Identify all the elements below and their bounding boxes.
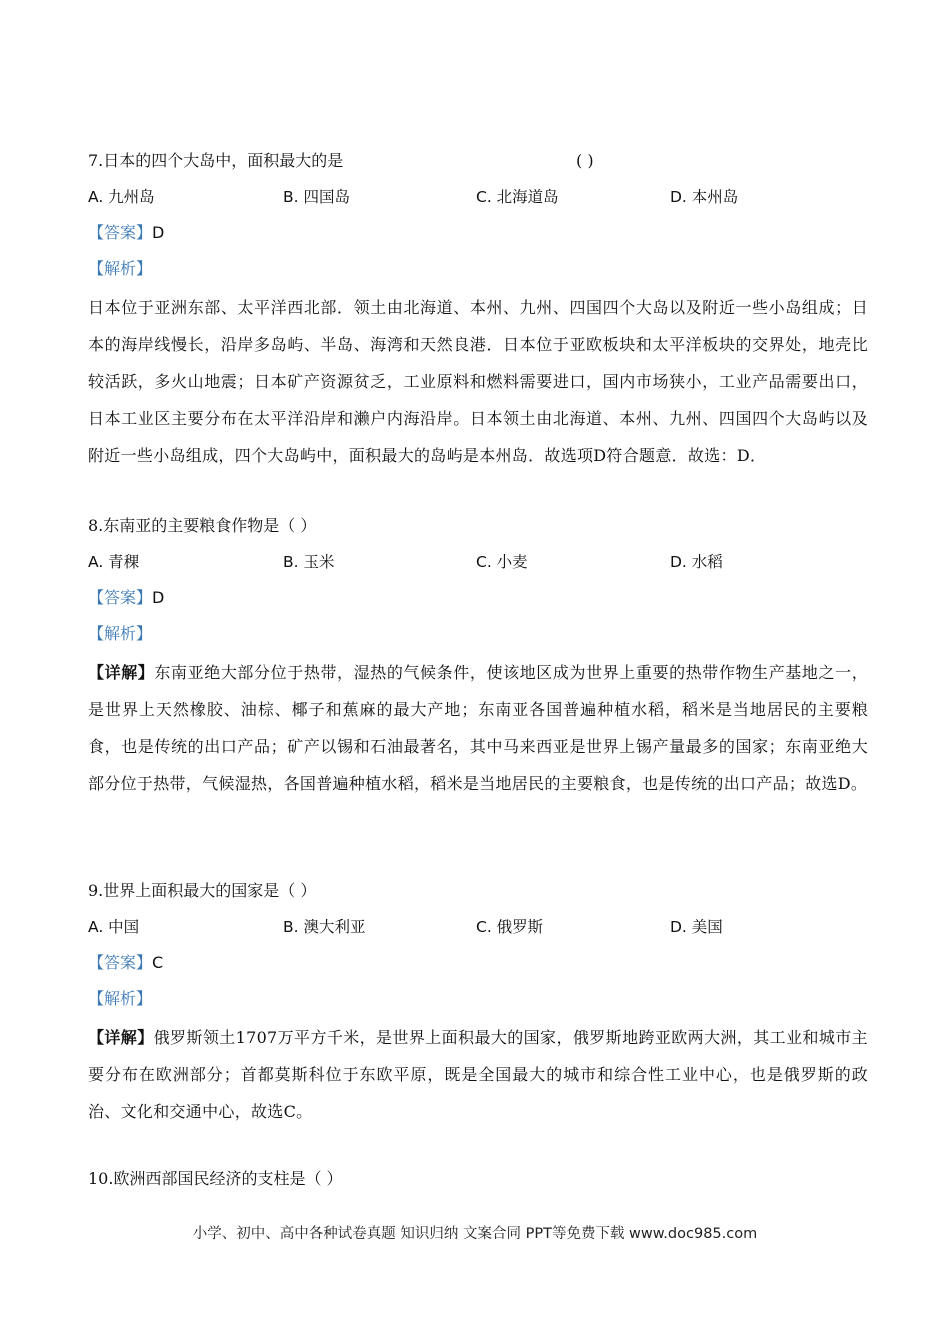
- answer-label: 【答案】: [88, 953, 153, 972]
- question-7: [88, 149, 868, 474]
- question-10: [88, 1167, 868, 1191]
- question-9-options: [88, 915, 868, 939]
- question-7-text: 7.日本的四个大岛中，面积最大的是: [88, 151, 344, 170]
- option-b: B. 四国岛: [283, 188, 350, 206]
- detail-text: [88, 654, 868, 802]
- option-d: D. 水稻: [670, 553, 723, 571]
- option-a: A. 青稞: [88, 553, 140, 571]
- detail-label: 【详解】: [88, 1028, 154, 1047]
- page-footer: 小学、初中、高中各种试卷真题 知识归纳 文案合同 PPT等免费下载 www.doc985.com: [192, 1226, 758, 1242]
- detail-label: 【详解】: [88, 663, 155, 682]
- analysis-text: 日本位于亚洲东部、太平洋西北部．领土由北海道、本州、九州、四国四个大岛以及附近一些小岛组成；日本的海岸线慢长，沿岸多岛屿、半岛、海湾和天然良港．日本位于亚欧板块和太平洋板块的交界处，地壳比较活跃，多火山地震；日本矿产资源贫乏，工业原料和燃料需要进口，国内市场狭小，工业产品需要出口，日本工业区主要分布在太平洋沿岸和濑户内海沿岸。日本领土由北海道、本州、九州、四国四个大岛屿以及附近一些小岛组成，四个大岛屿中，面积最大的岛屿是本州岛．故选项D符合题意．故选：D．: [88, 298, 868, 465]
- option-d: D. 本州岛: [670, 188, 739, 206]
- answer-label: 【答案】: [88, 223, 153, 242]
- option-d: D. 美国: [670, 918, 723, 936]
- answer-value: D: [152, 588, 165, 607]
- question-8-stem: 8.东南亚的主要粮食作物是（ ）: [88, 516, 317, 535]
- analysis-label: 【解析】: [88, 624, 153, 643]
- option-c: C. 北海道岛: [476, 188, 559, 206]
- question-7-options: [88, 185, 868, 209]
- answer-label: 【答案】: [88, 588, 153, 607]
- analysis-label: 【解析】: [88, 989, 153, 1008]
- option-b: B. 玉米: [283, 553, 335, 571]
- detail-text: [88, 1019, 868, 1130]
- option-c: C. 小麦: [476, 553, 528, 571]
- answer-value: C: [152, 953, 164, 972]
- answer-line: [88, 586, 868, 610]
- question-8-options: [88, 550, 868, 574]
- question-9-stem: 9.世界上面积最大的国家是（ ）: [88, 881, 317, 900]
- answer-line: [88, 221, 868, 245]
- question-7-stem: [88, 149, 868, 173]
- question-7-blank: ( ): [576, 151, 594, 170]
- answer-line: [88, 951, 868, 975]
- detail-body: 东南亚绝大部分位于热带，湿热的气候条件，使该地区成为世界上重要的热带作物生产基地之一，是世界上天然橡胶、油棕、椰子和蕉麻的最大产地；东南亚各国普遍种植水稻，稻米是当地居民的主要粮食，也是传统的出口产品；矿产以锡和石油最著名，其中马来西亚是世界上锡产量最多的国家；东南亚绝大部分位于热带，气候湿热，各国普遍种植水稻，稻米是当地居民的主要粮食，也是传统的出口产品；故选D。: [88, 663, 869, 793]
- question-10-stem: 10.欧洲西部国民经济的支柱是（ ）: [88, 1169, 343, 1188]
- option-c: C. 俄罗斯: [476, 918, 544, 936]
- option-a: A. 九州岛: [88, 188, 155, 206]
- answer-value: D: [152, 223, 165, 242]
- detail-body: 俄罗斯领土1707万平方千米，是世界上面积最大的国家，俄罗斯地跨亚欧两大洲，其工业和城市主要分布在欧洲部分；首都莫斯科位于东欧平原，既是全国最大的城市和综合性工业中心，也是俄罗斯的政治、文化和交通中心，故选C。: [88, 1028, 868, 1121]
- analysis-label: 【解析】: [88, 259, 153, 278]
- option-a: A. 中国: [88, 918, 140, 936]
- question-9: [88, 879, 868, 1130]
- option-b: B. 澳大利亚: [283, 918, 366, 936]
- question-8: [88, 514, 868, 802]
